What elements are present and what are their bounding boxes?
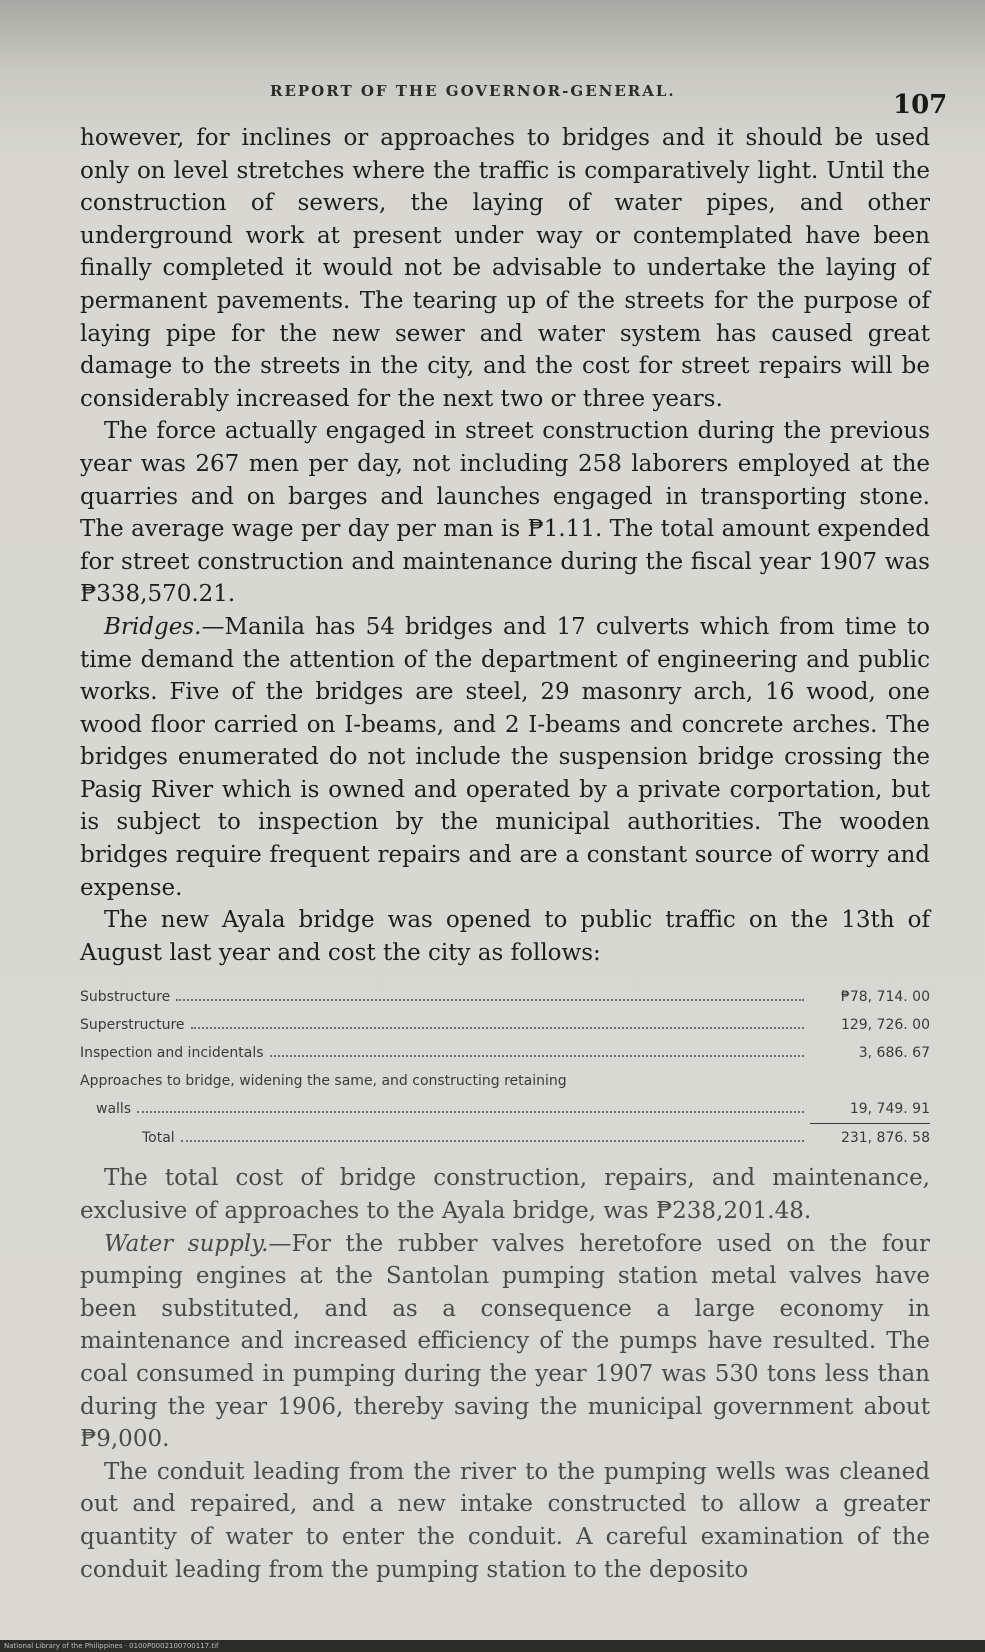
paragraph-conduit: The conduit leading from the river to the pumping wells was cleaned out and repaired, and a new intake constructed to allow a greater quantity of water to enter the conduit. A careful examination of the conduit leading from the pumping station to the deposito bbox=[80, 1458, 930, 1583]
leader-dots bbox=[181, 1139, 804, 1142]
paragraph-water-supply bbox=[80, 1228, 930, 1456]
total-amount: 231, 876. 58 bbox=[810, 1123, 930, 1152]
leader-dots bbox=[270, 1054, 804, 1057]
water-supply-heading: Water supply. bbox=[104, 1230, 269, 1257]
body-text bbox=[80, 122, 930, 1586]
leader-dots bbox=[176, 998, 804, 1001]
water-supply-text: —For the rubber valves heretofore used on the four pumping engines at the Santolan pumping station metal valves have been substituted, and as a consequence a large economy in maintenance and increased efficiency of the pumps have resulted. The coal consumed in pumping during the year 1907 was 530 tons less than during the year 1906, thereby saving the municipal government about ₱9,000. bbox=[80, 1230, 930, 1453]
table-row bbox=[80, 1095, 930, 1123]
row-amount: ₱78, 714. 00 bbox=[840, 989, 930, 1006]
row-label: Approaches to bridge, widening the same, and constructing retaining bbox=[80, 1073, 567, 1090]
row-label: Superstructure bbox=[80, 1017, 185, 1034]
table-row bbox=[80, 1039, 930, 1067]
table-row bbox=[80, 1067, 930, 1095]
paragraph-ayala-bridge: The new Ayala bridge was opened to public traffic on the 13th of August last year and cost the city as follows: bbox=[80, 907, 930, 966]
row-amount: 3, 686. 67 bbox=[858, 1045, 930, 1062]
paragraph-street-force: The force actually engaged in street construction during the previous year was 267 men per day, not including 258 laborers employed at the quarries and on barges and launches engaged in transporting stone. The average wage per day per man is ₱1.11. The total amount expended for street construction and maintenance during the fiscal year 1907 was ₱338,570.21. bbox=[80, 418, 930, 608]
running-header: REPORT OF THE GOVERNOR-GENERAL. bbox=[270, 82, 676, 100]
table-total-row bbox=[80, 1123, 930, 1152]
row-amount: 19, 749. 91 bbox=[849, 1101, 930, 1118]
row-label: walls bbox=[96, 1101, 132, 1118]
row-label: Inspection and incidentals bbox=[80, 1045, 264, 1062]
paragraph-bridges bbox=[80, 611, 930, 904]
ayala-cost-table bbox=[80, 983, 930, 1152]
bridges-heading: Bridges. bbox=[104, 613, 202, 640]
table-row bbox=[80, 983, 930, 1011]
leader-dots bbox=[191, 1026, 804, 1029]
table-row bbox=[80, 1011, 930, 1039]
bridges-text: —Manila has 54 bridges and 17 culverts which from time to time demand the attention of the department of engineering and public works. Five of the bridges are steel, 29 masonry arch, 16 wood, one wood floor carried on I-beams, and 2 I-beams and concrete arches. The bridges enumerated do not include the suspension bridge crossing the Pasig River which is owned and operated by a private corportation, but is subject to inspection by the municipal authorities. The wooden bridges require frequent repairs and are a constant source of worry and expense. bbox=[80, 613, 930, 901]
total-label: Total bbox=[142, 1130, 175, 1147]
row-label: Substructure bbox=[80, 989, 171, 1006]
leader-dots bbox=[137, 1110, 804, 1113]
paragraph-pavements: however, for inclines or approaches to bridges and it should be used only on level stretches where the traffic is comparatively light. Until the construction of sewers, the laying of water pipes, and other underground work at present under way or contemplated have been finally completed it would not be advisable to undertake the laying of permanent pavements. The tearing up of the streets for the purpose of laying pipe for the new sewer and water system has caused great damage to the streets in the city, and the cost for street repairs will be considerably increased for the next two or three years. bbox=[80, 125, 930, 412]
paragraph-bridge-total: The total cost of bridge construction, repairs, and maintenance, exclusive of approaches to the Ayala bridge, was ₱238,201.48. bbox=[80, 1165, 930, 1225]
row-amount: 129, 726. 00 bbox=[840, 1017, 930, 1034]
page-number: 107 bbox=[893, 90, 948, 120]
scan-credit: National Library of the Philippines · 0100P0002100700117.tif bbox=[0, 1640, 985, 1652]
